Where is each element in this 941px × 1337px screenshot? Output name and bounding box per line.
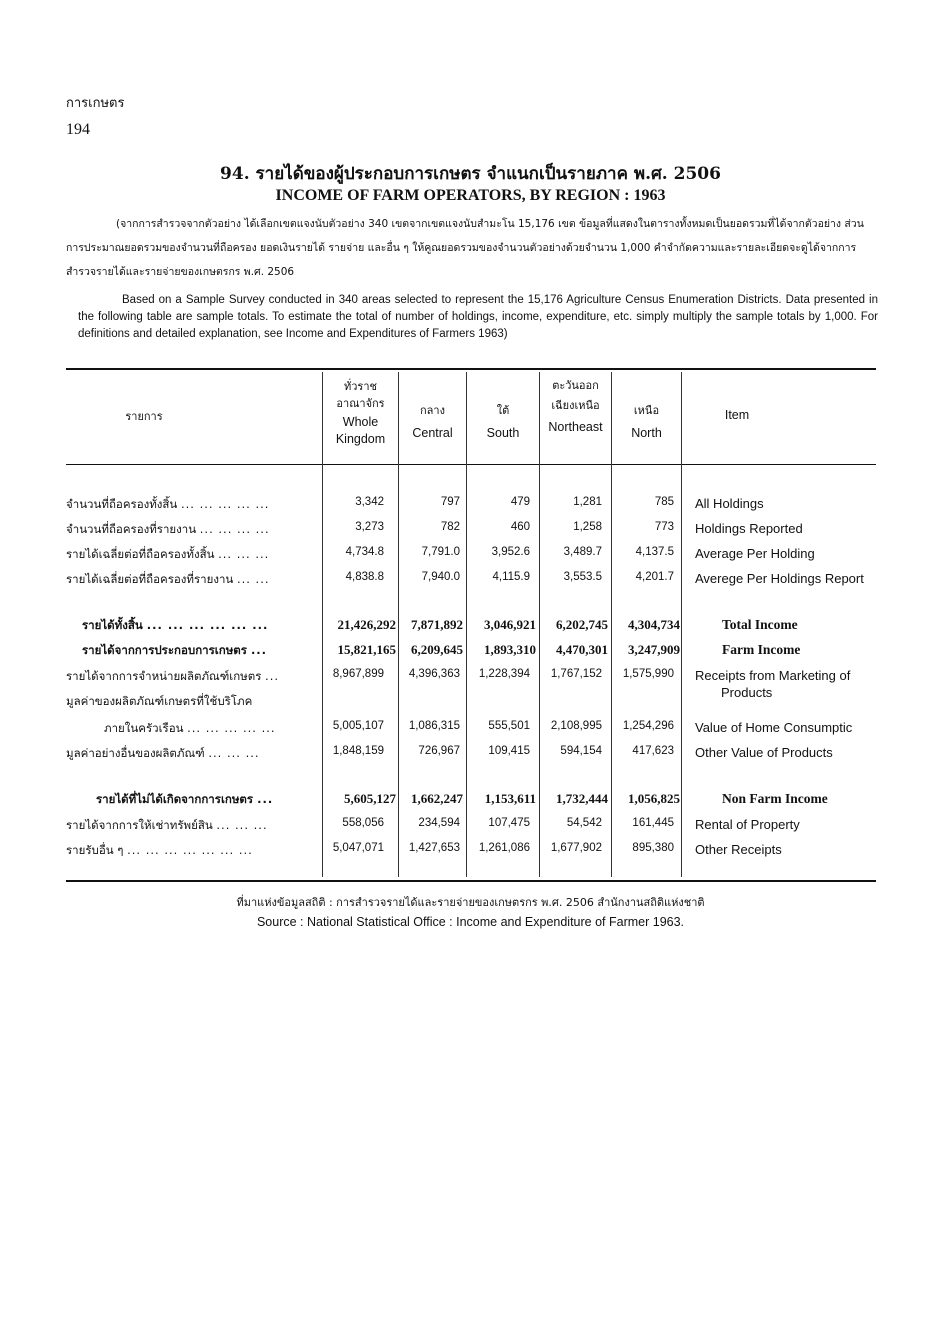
cell-whole-kingdom: 21,426,292 xyxy=(337,617,396,632)
table-row xyxy=(66,496,876,518)
cell-south: 1,893,310 xyxy=(484,642,536,657)
cell-central: 234,594 xyxy=(418,817,460,829)
table-row xyxy=(66,817,876,839)
cell-south: 1,261,086 xyxy=(478,842,530,854)
row-label-thai: มูลค่าของผลิตภัณฑ์เกษตรที่ใช้บริโภค xyxy=(66,694,253,708)
row-label-english: Averege Per Holdings Report xyxy=(695,571,864,586)
cell-northeast: 1,767,152 xyxy=(550,668,602,680)
row-label-english: Value of Home Consumptic xyxy=(695,720,853,735)
header-central-thai: กลาง xyxy=(420,404,445,417)
cell-south: 479 xyxy=(510,496,530,508)
title-english: INCOME OF FARM OPERATORS, BY REGION : 1963 xyxy=(275,187,666,204)
cell-northeast: 3,489.7 xyxy=(563,546,602,558)
note-thai: (จากการสำรวจจากตัวอย่าง ได้เลือกเขตแจงนับตัวอย่าง 340 เขตจากเขตแจงนับสำมะโน 15,176 เขต ข้อมูลที่แสดงในตารางทั้งหมดเป็นยอดรวมที่ได้จากตัวอย่าง ส่วนการประมาณยอดรวมของจำนวนที่ถือครอง ยอดเงินรายได้ รายจ่าย และอื่น ๆ ให้คูณยอดรวมของจำนวนตัวอย่างด้วยจำนวน 1,000 คำจำกัดความและรายละเอียดจะดูได้จากการสำรวจรายได้และรายจ่ายของเกษตรกร พ.ศ. 2506 xyxy=(66,218,864,278)
cell-central: 6,209,645 xyxy=(411,642,463,657)
header-northeast xyxy=(540,376,611,436)
cell-central: 7,791.0 xyxy=(421,546,460,558)
source-note-thai: ที่มาแห่งข้อมูลสถิติ : การสำรวจรายได้และรายจ่ายของเกษตรกร พ.ศ. 2506 สำนักงานสถิติแห่งชาติ xyxy=(236,896,705,909)
header-item-english: Item xyxy=(724,408,750,422)
cell-northeast: 1,258 xyxy=(573,521,602,533)
header-south-english: South xyxy=(486,426,520,440)
cell-northeast: 1,732,444 xyxy=(556,791,608,806)
page-number: 194 xyxy=(66,121,90,138)
source-note-english: Source : National Statistical Office : Income and Expenditure of Farmer 1963. xyxy=(256,915,685,929)
cell-central: 7,871,892 xyxy=(411,617,463,632)
cell-south: 1,228,394 xyxy=(478,668,530,680)
row-label-thai: รายรับอื่น ๆ ... ... ... ... ... ... ... xyxy=(66,843,253,857)
cell-whole-kingdom: 8,967,899 xyxy=(332,668,384,680)
table-bottom-rule xyxy=(66,880,876,882)
row-label-thai: รายได้จากการประกอบการเกษตร ... xyxy=(82,643,268,657)
row-label-thai: รายได้ทั้งสิ้น ... ... ... ... ... ... xyxy=(82,618,269,632)
note-english: Based on a Sample Survey conducted in 340 areas selected to represent the 15,176 Agriculture Census Enumeration Districts. Data presented in the following table are sample totals. To estimate the total of number of holdings, income, expenditure, etc. simply multiply the sample totals by 1,000. For definitions and detailed explanation, see Income and Expenditures of Farmers 1963) xyxy=(78,294,878,340)
row-label-english: Other Value of Products xyxy=(695,745,833,760)
cell-north: 4,201.7 xyxy=(635,571,674,583)
cell-central: 7,940.0 xyxy=(421,571,460,583)
cell-north: 1,575,990 xyxy=(622,668,674,680)
table-row xyxy=(66,720,876,742)
cell-south: 460 xyxy=(510,521,530,533)
row-label-english: All Holdings xyxy=(695,496,764,511)
cell-north: 4,304,734 xyxy=(628,617,680,632)
cell-south: 3,952.6 xyxy=(491,546,530,558)
cell-whole-kingdom: 558,056 xyxy=(342,817,384,829)
cell-central: 797 xyxy=(440,496,460,508)
table-row xyxy=(66,693,876,715)
header-whole-english: Whole Kingdom xyxy=(335,415,386,446)
cell-south: 1,153,611 xyxy=(484,791,536,806)
table-row xyxy=(66,842,876,864)
table-row xyxy=(66,745,876,767)
header-northeast-english: Northeast xyxy=(548,420,603,434)
cell-whole-kingdom: 3,273 xyxy=(355,521,384,533)
title-thai: 94. รายได้ของผู้ประกอบการเกษตร จำแนกเป็นรายภาค พ.ศ. 2506 xyxy=(220,164,721,184)
cell-northeast: 54,542 xyxy=(566,817,602,829)
row-label-thai: จำนวนที่ถือครองทั้งสิ้น ... ... ... ... ... xyxy=(66,497,270,511)
row-label-thai: มูลค่าอย่างอื่นของผลิตภัณฑ์ ... ... ... xyxy=(66,746,260,760)
cell-whole-kingdom: 5,047,071 xyxy=(332,842,384,854)
cell-whole-kingdom: 15,821,165 xyxy=(337,642,396,657)
cell-northeast: 3,553.5 xyxy=(563,571,602,583)
cell-northeast: 4,470,301 xyxy=(556,642,608,657)
cell-central: 782 xyxy=(440,521,460,533)
row-label-thai: จำนวนที่ถือครองที่รายงาน ... ... ... ... xyxy=(66,522,270,536)
cell-north: 773 xyxy=(654,521,674,533)
row-label-english: Total Income xyxy=(722,617,798,632)
row-label-thai: ภายในครัวเรือน ... ... ... ... ... xyxy=(104,721,276,735)
row-label-thai: รายได้จากการให้เช่าทรัพย์สิน ... ... ... xyxy=(66,818,268,832)
table-row xyxy=(66,617,876,639)
table-row xyxy=(66,546,876,568)
cell-central: 726,967 xyxy=(418,745,460,757)
header-northeast-thai: ตะวันออก เฉียงเหนือ xyxy=(551,379,600,412)
header-south-thai: ใต้ xyxy=(496,404,510,417)
row-label-english: Non Farm Income xyxy=(722,791,828,806)
row-label-english: Farm Income xyxy=(722,642,801,657)
row-label-english: Receipts from Marketing of xyxy=(695,668,851,683)
header-bottom-rule xyxy=(66,464,876,465)
cell-south: 555,501 xyxy=(488,720,530,732)
cell-north: 895,380 xyxy=(632,842,674,854)
header-south xyxy=(467,402,539,442)
cell-whole-kingdom: 5,005,107 xyxy=(332,720,384,732)
row-label-thai: รายได้เฉลี่ยต่อที่ถือครองที่รายงาน ... ... xyxy=(66,572,270,586)
row-label-english: Holdings Reported xyxy=(695,521,803,536)
cell-whole-kingdom: 4,734.8 xyxy=(345,546,384,558)
table-top-rule xyxy=(66,368,876,370)
header-north xyxy=(612,402,681,442)
cell-northeast: 594,154 xyxy=(560,745,602,757)
cell-south: 4,115.9 xyxy=(492,571,530,583)
cell-whole-kingdom: 1,848,159 xyxy=(332,745,384,757)
header-item-thai: รายการ xyxy=(125,410,163,423)
row-label-english-continued: Products xyxy=(721,685,773,700)
cell-north: 161,445 xyxy=(632,817,674,829)
cell-northeast: 1,281 xyxy=(573,496,602,508)
cell-north: 785 xyxy=(654,496,674,508)
cell-north: 1,056,825 xyxy=(628,791,680,806)
row-label-thai: รายได้จากการจำหน่ายผลิตภัณฑ์เกษตร ... xyxy=(66,669,280,683)
table-row xyxy=(66,571,876,593)
cell-north: 4,137.5 xyxy=(635,546,674,558)
running-head: การเกษตร xyxy=(66,96,125,111)
cell-central: 1,086,315 xyxy=(408,720,460,732)
cell-whole-kingdom: 4,838.8 xyxy=(345,571,384,583)
cell-south: 109,415 xyxy=(488,745,530,757)
cell-south: 3,046,921 xyxy=(484,617,536,632)
cell-north: 417,623 xyxy=(632,745,674,757)
cell-northeast: 1,677,902 xyxy=(550,842,602,854)
row-label-english: Other Receipts xyxy=(695,842,782,857)
header-whole-kingdom xyxy=(323,378,398,448)
cell-northeast: 6,202,745 xyxy=(556,617,608,632)
header-central xyxy=(399,402,466,442)
cell-central: 1,427,653 xyxy=(408,842,460,854)
row-label-english: Average Per Holding xyxy=(695,546,815,561)
row-label-thai: รายได้เฉลี่ยต่อที่ถือครองทั้งสิ้น ... ... ... xyxy=(66,547,270,561)
cell-northeast: 2,108,995 xyxy=(550,720,602,732)
cell-north: 1,254,296 xyxy=(622,720,674,732)
cell-central: 4,396,363 xyxy=(408,668,460,680)
row-label-thai: รายได้ที่ไม่ได้เกิดจากการเกษตร ... xyxy=(96,792,274,806)
table-row xyxy=(66,791,876,813)
header-whole-thai: ทั่วราช อาณาจักร xyxy=(336,380,385,410)
header-north-english: North xyxy=(631,426,662,440)
table-row xyxy=(66,521,876,543)
table-row xyxy=(66,642,876,664)
cell-whole-kingdom: 5,605,127 xyxy=(344,791,396,806)
cell-central: 1,662,247 xyxy=(411,791,463,806)
cell-north: 3,247,909 xyxy=(628,642,680,657)
header-north-thai: เหนือ xyxy=(633,404,660,417)
cell-whole-kingdom: 3,342 xyxy=(355,496,384,508)
header-central-english: Central xyxy=(412,426,453,440)
row-label-english: Rental of Property xyxy=(695,817,800,832)
cell-south: 107,475 xyxy=(488,817,530,829)
